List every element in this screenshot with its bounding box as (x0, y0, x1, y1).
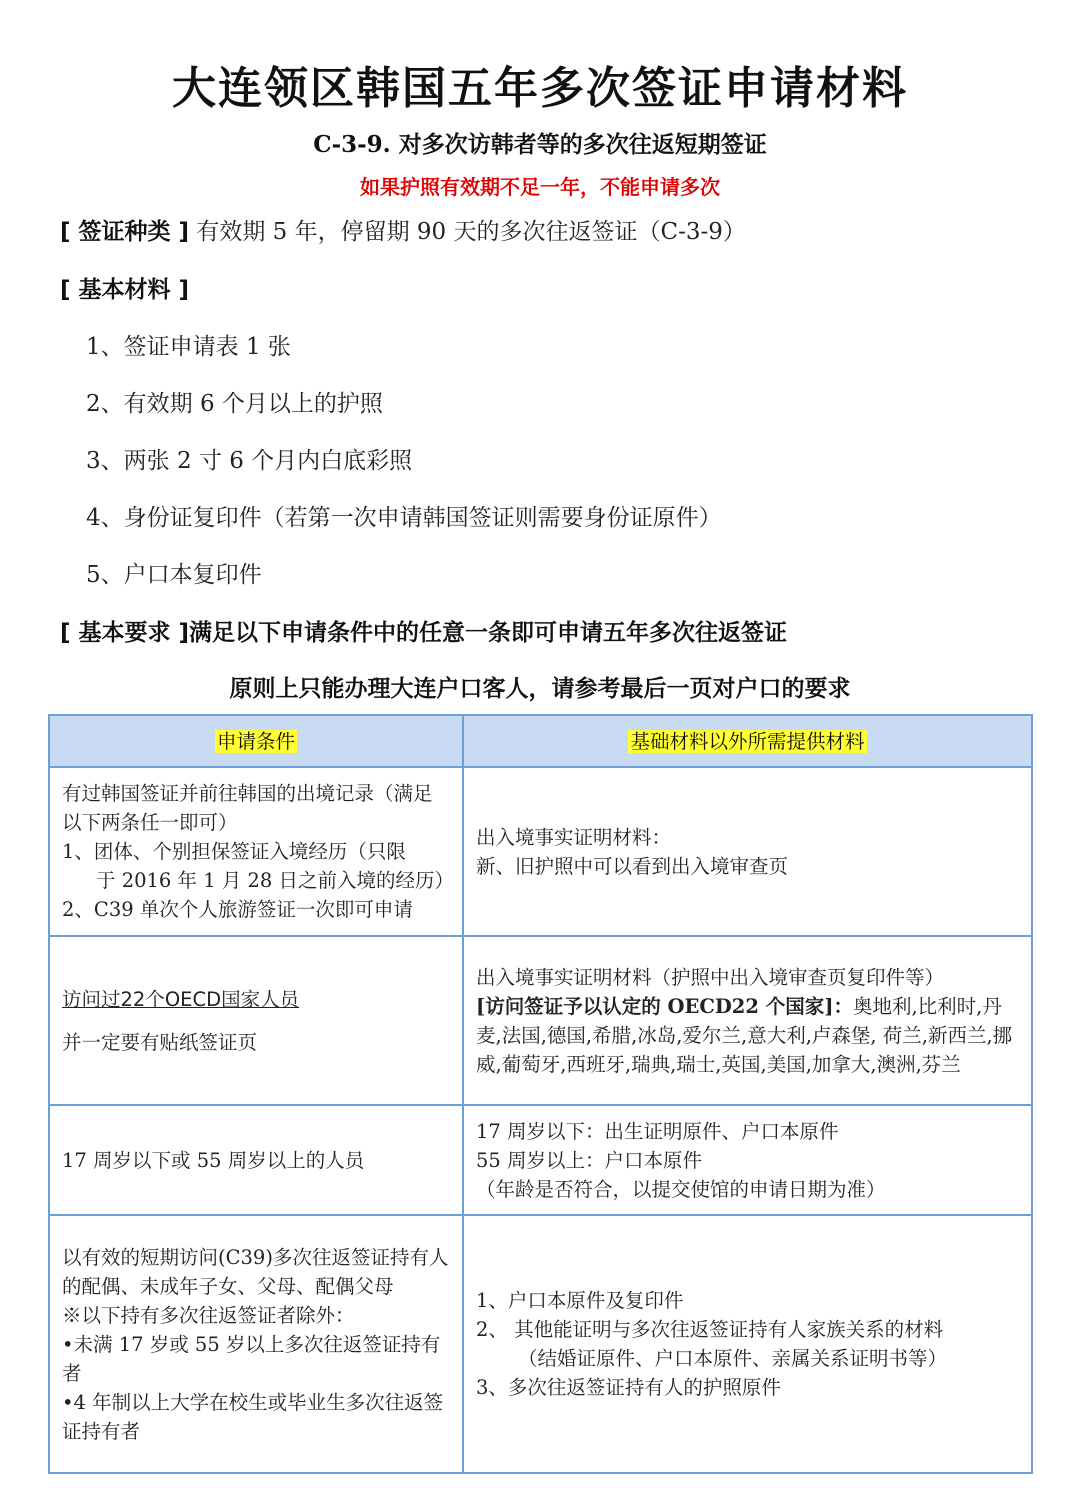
table-row (49, 767, 1032, 936)
oecd-country-list (476, 992, 1019, 1079)
cell-text: 出入境事实证明材料（护照中出入境审查页复印件等） (476, 965, 945, 989)
table-header-row (49, 715, 1032, 767)
cell-text: 新、旧护照中可以看到出入境审查页 (476, 854, 789, 878)
oecd-list-label: [访问签证予以认定的 OECD22 个国家]： (476, 994, 853, 1018)
materials-cell (463, 1215, 1032, 1473)
cell-text: 1、户口本原件及复印件 (476, 1289, 684, 1312)
basic-requirements-text: 满足以下申请条件中的任意一条即可申请五年多次往返签证 (189, 620, 788, 646)
cell-text: 17 周岁以下：出生证明原件、户口本原件 (476, 1119, 839, 1143)
hukou-note: 原则上只能办理大连户口客人，请参考最后一页对户口的要求 (229, 676, 851, 702)
header-condition (49, 715, 463, 767)
requirements-table (48, 714, 1033, 1474)
cell-text: 有过韩国签证并前往韩国的出境记录（满足以下两条任一即可） (62, 782, 433, 834)
page-title: 大连领区韩国五年多次签证申请材料 (172, 63, 908, 114)
materials-cell (463, 1105, 1032, 1215)
oecd-condition-title: 访问过22个OECD国家人员 (62, 987, 300, 1011)
visa-type-label: [ 签证种类 ] (60, 219, 190, 245)
cell-text: （结婚证原件、户口本原件、亲属关系证明书等） (518, 1347, 948, 1370)
page-subtitle: C-3-9. 对多次访韩者等的多次往返短期签证 (313, 131, 767, 158)
visa-type-text: 有效期 5 年，停留期 90 天的多次往返签证（C-3-9） (196, 219, 746, 245)
table-row (49, 936, 1032, 1105)
visa-type-line (60, 213, 746, 246)
material-item: 5、户口本复印件 (86, 562, 262, 588)
materials-cell (463, 767, 1032, 936)
cell-text: （年龄是否符合，以提交使馆的申请日期为准） (476, 1177, 886, 1201)
header-materials-text: 基础材料以外所需提供材料 (630, 729, 865, 753)
cell-text: 1、团体、个别担保签证入境经历（只限 (62, 840, 406, 863)
cell-text: 以有效的短期访问(C39)多次往返签证持有人的配偶、未成年子女、父母、配偶父母 (62, 1245, 449, 1298)
cell-text: ※以下持有多次往返签证者除外： (62, 1303, 355, 1327)
material-item: 1、签证申请表 1 张 (86, 334, 291, 360)
basic-materials-label: [ 基本材料 ] (60, 277, 190, 303)
basic-materials-heading (60, 271, 189, 304)
material-item: 4、身份证复印件（若第一次申请韩国签证则需要身份证原件） (86, 505, 722, 531)
cell-text: 出入境事实证明材料： (476, 825, 672, 849)
cell-text: •4 年制以上大学在校生或毕业生多次往返签证持有者 (62, 1390, 444, 1443)
cell-text: 17 周岁以下或 55 周岁以上的人员 (62, 1148, 365, 1172)
material-item: 3、两张 2 寸 6 个月内白底彩照 (86, 448, 413, 474)
cell-text: 3、多次往返签证持有人的护照原件 (476, 1376, 781, 1399)
basic-requirements-line (60, 614, 787, 647)
passport-warning: 如果护照有效期不足一年，不能申请多次 (360, 175, 720, 199)
cell-text: 2、C39 单次个人旅游签证一次即可申请 (62, 898, 413, 921)
cell-text: 55 周岁以上：户口本原件 (476, 1148, 703, 1172)
oecd-countries: 奥地利,比利时,丹麦,法国,德国,希腊,冰岛,爱尔兰,意大利,卢森堡, 荷兰,新西兰,挪威,葡萄牙,西班牙,瑞典,瑞士,英国,美国,加拿大,澳洲,芬兰 (476, 994, 1013, 1076)
cell-text: 2、 其他能证明与多次往返签证持有人家族关系的材料 (476, 1318, 944, 1341)
condition-cell (49, 1215, 463, 1473)
cell-text: 于 2016 年 1 月 28 日之前入境的经历） (96, 869, 455, 892)
materials-cell (463, 936, 1032, 1105)
cell-text: 并一定要有贴纸签证页 (62, 1030, 258, 1054)
cell-text: •未满 17 岁或 55 岁以上多次往返签证持有者 (62, 1332, 441, 1385)
condition-cell (49, 1105, 463, 1215)
header-materials (463, 715, 1032, 767)
basic-requirements-label: [ 基本要求 ] (60, 620, 190, 646)
condition-cell (49, 936, 463, 1105)
table-row (49, 1105, 1032, 1215)
material-item: 2、有效期 6 个月以上的护照 (86, 391, 383, 417)
table-row (49, 1215, 1032, 1473)
header-condition-text: 申请条件 (216, 729, 295, 753)
condition-cell (49, 767, 463, 936)
